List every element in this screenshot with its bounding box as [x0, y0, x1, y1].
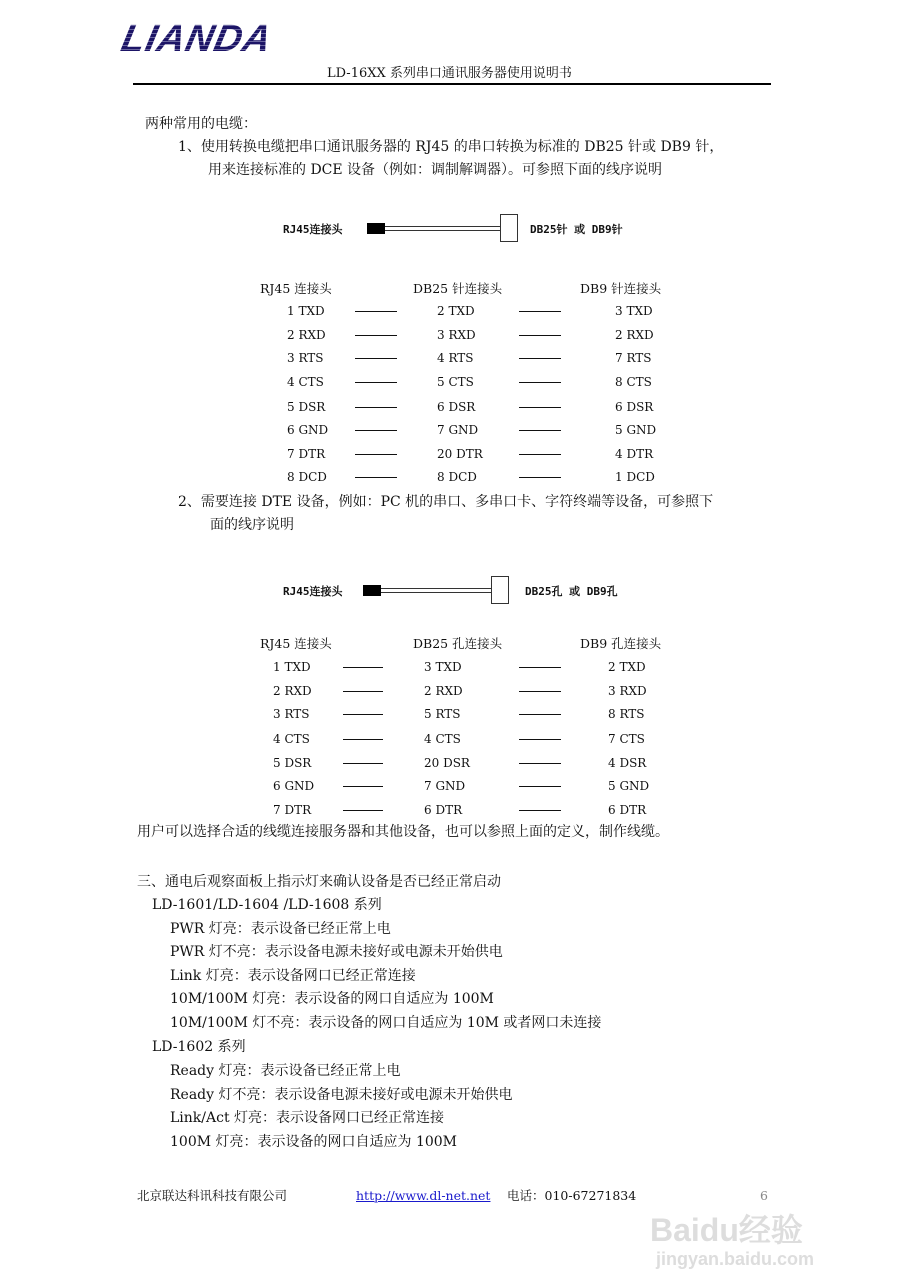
- cable-wire: [385, 226, 500, 231]
- footer-company: 北京联达科讯科技有限公司: [137, 1188, 288, 1203]
- rj45-plug-icon: [367, 223, 385, 234]
- group2-item: Ready 灯亮：表示设备已经正常上电: [170, 1063, 401, 1079]
- pin-cell: 5 CTS: [437, 375, 474, 389]
- group1-item: PWR 灯亮：表示设备已经正常上电: [170, 921, 391, 937]
- cable-wire: [381, 588, 491, 593]
- pin-cell: 5 GND: [608, 779, 650, 793]
- wire-line: [519, 477, 561, 478]
- pin-cell: 7 GND: [424, 779, 466, 793]
- section3-title: 三、通电后观察面板上指示灯来确认设备是否已经正常启动: [137, 874, 501, 890]
- pin-cell: 5 RTS: [424, 707, 461, 721]
- wire-line: [519, 810, 561, 811]
- wire-line: [519, 407, 561, 408]
- wire-line: [355, 430, 397, 431]
- wire-line: [355, 311, 397, 312]
- pin-cell: 7 GND: [437, 423, 479, 437]
- group2-item: Ready 灯不亮：表示设备电源未接好或电源未开始供电: [170, 1087, 513, 1103]
- group1-item: 10M/100M 灯亮：表示设备的网口自适应为 100M: [170, 991, 494, 1007]
- pin-cell: 6 GND: [273, 779, 315, 793]
- column-header: RJ45 连接头: [260, 281, 332, 296]
- group1-title: LD-1601/LD-1604 /LD-1608 系列: [152, 897, 382, 913]
- pin-cell: 2 TXD: [437, 304, 475, 318]
- wire-line: [355, 335, 397, 336]
- wire-line: [355, 382, 397, 383]
- db-connector-icon: [491, 576, 509, 604]
- pin-cell: 4 RTS: [437, 351, 474, 365]
- pin-cell: 4 DSR: [608, 756, 647, 770]
- group2-title: LD-1602 系列: [152, 1039, 246, 1055]
- rj45-plug-icon: [363, 585, 381, 596]
- cable-diagram-1: [275, 208, 635, 248]
- pin-cell: 3 TXD: [615, 304, 653, 318]
- wire-line: [343, 810, 383, 811]
- pin-cell: 7 DTR: [287, 447, 326, 461]
- cable-left-label: RJ45连接头: [283, 223, 343, 236]
- pin-cell: 3 RTS: [273, 707, 310, 721]
- pin-cell: 4 CTS: [273, 732, 310, 746]
- watermark-brand: Baidu经验: [650, 1212, 803, 1248]
- cable-diagram-2: [275, 570, 635, 610]
- wire-line: [343, 786, 383, 787]
- pin-cell: 3 RXD: [437, 328, 476, 342]
- pin-cell: 6 DSR: [437, 400, 476, 414]
- baidu-watermark: [650, 1212, 814, 1270]
- group2-item: 100M 灯亮：表示设备的网口自适应为 100M: [170, 1134, 458, 1150]
- wire-line: [343, 691, 383, 692]
- pin-cell: 8 DCD: [287, 470, 327, 484]
- db-connector-icon: [500, 214, 518, 242]
- group1-item: PWR 灯不亮：表示设备电源未接好或电源未开始供电: [170, 944, 503, 960]
- pin-cell: 8 CTS: [615, 375, 652, 389]
- pin-cell: 8 RTS: [608, 707, 645, 721]
- wire-line: [343, 714, 383, 715]
- group2-item: Link/Act 灯亮：表示设备网口已经正常连接: [170, 1110, 445, 1126]
- wire-line: [519, 430, 561, 431]
- lianda-logo: LIANDA: [117, 18, 277, 60]
- pin-cell: 6 DTR: [608, 803, 647, 817]
- column-header: DB9 针连接头: [580, 281, 662, 296]
- wire-line: [355, 477, 397, 478]
- document-title: LD-16XX 系列串口通讯服务器使用说明书: [327, 66, 572, 81]
- wire-line: [519, 358, 561, 359]
- pin-cell: 1 DCD: [615, 470, 655, 484]
- pin-cell: 2 RXD: [273, 684, 312, 698]
- pin-cell: 3 RXD: [608, 684, 647, 698]
- wire-line: [343, 667, 383, 668]
- watermark-site: jingyan.baidu.com: [656, 1249, 815, 1269]
- pin-cell: 4 CTS: [287, 375, 324, 389]
- pin-cell: 4 CTS: [424, 732, 461, 746]
- item1-line2: 用来连接标准的 DCE 设备（例如：调制解调器）。可参照下面的线序说明: [208, 162, 663, 178]
- pin-cell: 1 TXD: [273, 660, 311, 674]
- pin-cell: 2 RXD: [287, 328, 326, 342]
- pin-cell: 1 TXD: [287, 304, 325, 318]
- wire-line: [519, 382, 561, 383]
- pin-cell: 3 TXD: [424, 660, 462, 674]
- wire-line: [355, 358, 397, 359]
- column-header: DB9 孔连接头: [580, 636, 662, 651]
- item1-line1: 1、使用转换电缆把串口通讯服务器的 RJ45 的串口转换为标准的 DB25 针或 DB9 针，: [178, 139, 724, 155]
- wire-line: [519, 667, 561, 668]
- wire-line: [519, 714, 561, 715]
- note-text: 用户可以选择合适的线缆连接服务器和其他设备，也可以参照上面的定义，制作线缆。: [137, 824, 669, 840]
- pin-cell: 4 DTR: [615, 447, 654, 461]
- pin-cell: 5 DSR: [273, 756, 312, 770]
- pin-cell: 7 RTS: [615, 351, 652, 365]
- wire-line: [519, 786, 561, 787]
- pin-cell: 6 DSR: [615, 400, 654, 414]
- footer-phone: 电话：010-67271834: [507, 1188, 637, 1203]
- column-header: DB25 孔连接头: [413, 636, 503, 651]
- group1-item: 10M/100M 灯不亮：表示设备的网口自适应为 10M 或者网口未连接: [170, 1015, 602, 1031]
- pin-cell: 20 DSR: [424, 756, 470, 770]
- cable-right-label: DB25孔 或 DB9孔: [525, 585, 618, 598]
- pin-cell: 2 RXD: [424, 684, 463, 698]
- pin-cell: 2 RXD: [615, 328, 654, 342]
- page-number: 6: [760, 1188, 768, 1203]
- pin-cell: 6 GND: [287, 423, 329, 437]
- item2-line1: 2、需要连接 DTE 设备，例如：PC 机的串口、多串口卡、字符终端等设备，可参照下: [178, 494, 714, 510]
- item2-line2: 面的线序说明: [210, 517, 294, 533]
- wire-line: [519, 691, 561, 692]
- pin-cell: 7 CTS: [608, 732, 645, 746]
- pin-cell: 5 GND: [615, 423, 657, 437]
- column-header: RJ45 连接头: [260, 636, 332, 651]
- wire-line: [343, 763, 383, 764]
- footer-website-link[interactable]: http://www.dl-net.net: [356, 1188, 491, 1203]
- pin-cell: 20 DTR: [437, 447, 483, 461]
- pin-cell: 5 DSR: [287, 400, 326, 414]
- wire-line: [519, 739, 561, 740]
- pin-cell: 7 DTR: [273, 803, 312, 817]
- wire-line: [343, 739, 383, 740]
- group1-item: Link 灯亮：表示设备网口已经正常连接: [170, 968, 416, 984]
- wire-line: [519, 335, 561, 336]
- intro-text: 两种常用的电缆：: [145, 116, 257, 132]
- wire-line: [519, 454, 561, 455]
- wire-line: [519, 311, 561, 312]
- pin-cell: 3 RTS: [287, 351, 324, 365]
- cable-left-label: RJ45连接头: [283, 585, 343, 598]
- cable-right-label: DB25针 或 DB9针: [530, 223, 623, 236]
- pin-cell: 8 DCD: [437, 470, 477, 484]
- wire-line: [355, 454, 397, 455]
- column-header: DB25 针连接头: [413, 281, 503, 296]
- wire-line: [519, 763, 561, 764]
- pin-cell: 6 DTR: [424, 803, 463, 817]
- wire-line: [355, 407, 397, 408]
- header-rule: [133, 83, 771, 85]
- pin-cell: 2 TXD: [608, 660, 646, 674]
